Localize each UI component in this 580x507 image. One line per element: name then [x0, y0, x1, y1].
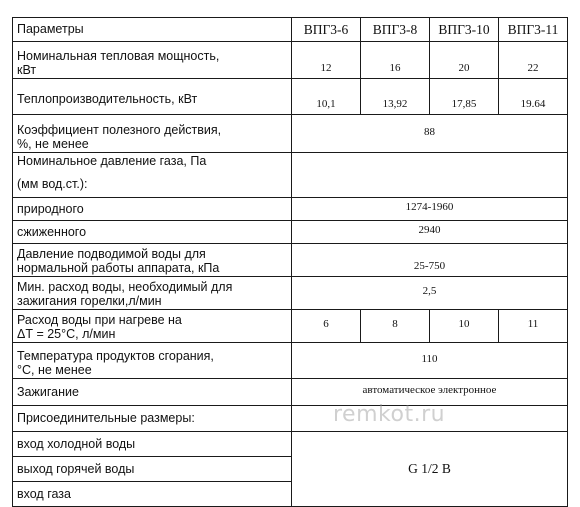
value-cell: 16: [361, 42, 430, 79]
label-gas-in: вход газа: [13, 482, 292, 507]
label-gas-pressure: Номинальное давление газа, Па (мм вод.ст.):: [13, 153, 292, 198]
row-gas-pressure: [13, 153, 568, 198]
value-min-flow: 2,5: [292, 277, 568, 310]
row-min-flow: [13, 277, 568, 310]
value-cell: 11: [499, 310, 568, 343]
value-flue-temp: 110: [292, 343, 568, 379]
label-hot-out: выход горячей воды: [13, 457, 292, 482]
row-flow-dt: [13, 310, 568, 343]
header-vpg3-8: ВПГ3-8: [361, 18, 430, 42]
row-nominal-power: [13, 42, 568, 79]
label-flue-temp: Температура продуктов сгорания, °С, не менее: [13, 343, 292, 379]
watermark-text: remkot.ru: [333, 402, 446, 427]
row-cold-in: [13, 432, 568, 457]
value-liquefied-gas: 2940: [292, 221, 568, 244]
label-connections: Присоединительные размеры:: [13, 406, 292, 432]
value-cell: 12: [292, 42, 361, 79]
header-vpg3-10: ВПГ3-10: [430, 18, 499, 42]
header-row: [13, 18, 568, 42]
label-flow-dt: Расход воды при нагреве на ΔТ = 25°С, л/мин: [13, 310, 292, 343]
value-cell: 10,1: [292, 79, 361, 115]
specs-table: [12, 17, 568, 507]
label-cold-in: вход холодной воды: [13, 432, 292, 457]
row-ignition: [13, 379, 568, 406]
value-cell: 22: [499, 42, 568, 79]
label-efficiency: Коэффициент полезного действия, %, не менее: [13, 115, 292, 153]
value-cell: 10: [430, 310, 499, 343]
value-ignition: автоматическое электронное: [292, 379, 568, 406]
header-params: Параметры: [13, 18, 292, 42]
label-nominal-power: Номинальная тепловая мощность, кВт: [13, 42, 292, 79]
value-cell: 20: [430, 42, 499, 79]
value-cell: 19.64: [499, 79, 568, 115]
value-connection-size: G 1/2 В: [292, 432, 568, 507]
value-cell: 6: [292, 310, 361, 343]
header-vpg3-6: ВПГ3-6: [292, 18, 361, 42]
row-liquefied-gas: [13, 221, 568, 244]
empty-cell: [292, 153, 568, 198]
row-natural-gas: [13, 198, 568, 221]
value-cell: 17,85: [430, 79, 499, 115]
row-heat-output: [13, 79, 568, 115]
row-efficiency: [13, 115, 568, 153]
row-water-pressure: [13, 244, 568, 277]
value-water-pressure: 25-750: [292, 244, 568, 277]
label-natural-gas: природного: [13, 198, 292, 221]
header-vpg3-11: ВПГ3-11: [499, 18, 568, 42]
row-flue-temp: [13, 343, 568, 379]
label-ignition: Зажигание: [13, 379, 292, 406]
value-natural-gas: 1274-1960: [292, 198, 568, 221]
label-liquefied-gas: сжиженного: [13, 221, 292, 244]
value-cell: 8: [361, 310, 430, 343]
value-efficiency: 88: [292, 115, 568, 153]
label-water-pressure: Давление подводимой воды для нормальной работы аппарата, кПа: [13, 244, 292, 277]
value-cell: 13,92: [361, 79, 430, 115]
row-connections: [13, 406, 568, 432]
label-heat-output: Теплопроизводительность, кВт: [13, 79, 292, 115]
label-min-flow: Мин. расход воды, необходимый для зажигания горелки,л/мин: [13, 277, 292, 310]
